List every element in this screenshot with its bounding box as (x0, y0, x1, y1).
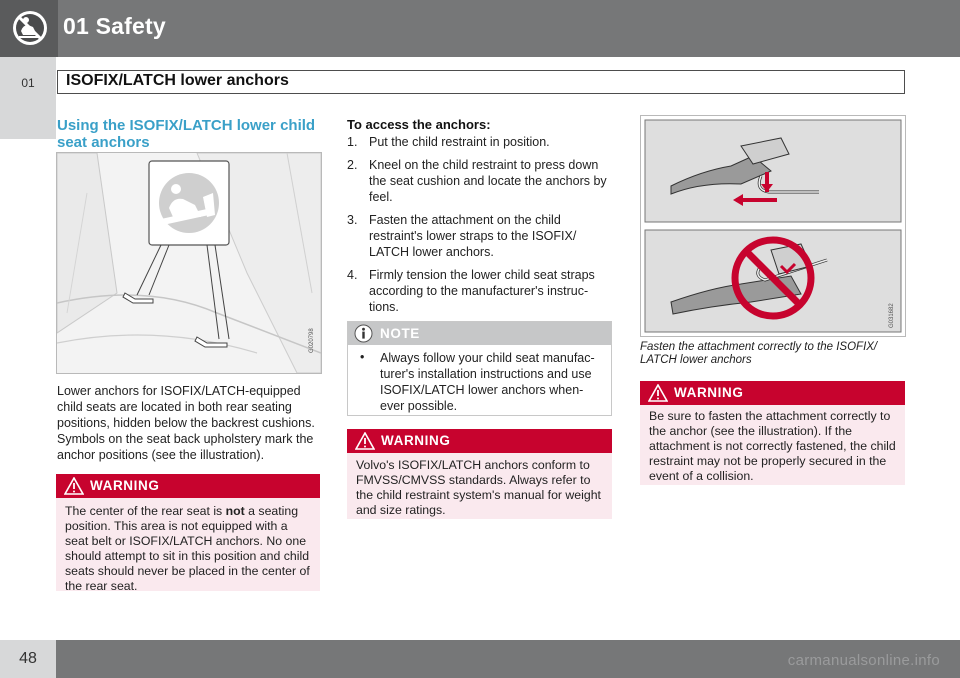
warning-triangle-icon (648, 384, 668, 402)
header-icon-cell (0, 0, 58, 57)
column1-warning-text-after: a seating position. This area is not equipped with a seat belt or ISOFIX/LATCH anchors. No one should attempt to sit in this position and child seats should never be placed in the center of the rear seat. (65, 504, 310, 593)
step-number: 4. (347, 268, 358, 282)
step-number: 1. (347, 135, 358, 149)
page-number: 48 (19, 650, 37, 667)
step-item (347, 212, 617, 260)
column3-warning-header (640, 381, 905, 405)
step-text: Fasten the attachment on the child restraint's lower straps to the ISOFIX/ LATCH lower anchors. (369, 213, 577, 259)
chapter-tab-number: 01 (21, 76, 35, 90)
watermark: carmanualsonline.info (787, 652, 940, 669)
info-icon (354, 324, 373, 343)
column1-warning-box (56, 474, 320, 591)
column1-paragraph: Lower anchors for ISOFIX/LATCH-equipped child seats are located in both rear seating positions, hidden below the backrest cushions. Symbols on the seat back upholstery mark the anchor positions (see the illustration). (57, 384, 315, 462)
note-bullet: • (360, 350, 365, 364)
column1-heading: Using the ISOFIX/LATCH lower child seat anchors (57, 117, 316, 151)
column1-warning-text (65, 504, 311, 594)
step-item (347, 157, 617, 205)
figure1-code: G020798 (309, 328, 315, 353)
column3-warning-label: WARNING (674, 385, 744, 400)
note-text: Always follow your child seat manufac- turer's installation instructions and use ISOFIX/LATCH lower anchors when- ever possible. (380, 351, 595, 413)
access-steps-list (347, 134, 617, 322)
step-item (347, 134, 617, 150)
step-item (347, 267, 617, 315)
column1-warning-text-before: The center of the rear seat is (65, 504, 226, 518)
column1-warning-label: WARNING (90, 478, 160, 493)
step-text: Firmly tension the lower child seat straps according to the manufacturer's instruc- tions. (369, 268, 595, 314)
column2-warning-box (347, 429, 612, 519)
attachment-drawing (641, 116, 905, 336)
column3-warning-box (640, 381, 905, 485)
column1-warning-text-bold: not (225, 504, 245, 518)
warning-triangle-icon (64, 477, 84, 495)
seat-anchor-illustration (56, 152, 322, 374)
attachment-illustration (640, 115, 906, 337)
seat-anchor-drawing (57, 153, 321, 373)
figure2-caption: Fasten the attachment correctly to the ISOFIX/ LATCH lower anchors (640, 341, 878, 366)
step-text: Put the child restraint in position. (369, 135, 550, 149)
section-title: ISOFIX/LATCH lower anchors (66, 72, 289, 89)
note-header (348, 322, 611, 345)
column2-warning-label: WARNING (381, 433, 451, 448)
step-text: Kneel on the child restraint to press down the seat cushion and locate the anchors by feel. (369, 158, 607, 204)
step-number: 2. (347, 158, 358, 172)
column3-warning-text: Be sure to fasten the attachment correctly to the anchor (see the illustration). If the attachment is not correctly fastened, the child restraint may not be properly secured in the event of a collision. (649, 409, 896, 483)
column2-warning-text: Volvo's ISOFIX/LATCH anchors conform to FMVSS/CMVSS standards. Always refer to the child restraint system's manual for weight and size ratings. (356, 458, 601, 517)
note-box (347, 321, 612, 416)
column2-heading: To access the anchors: (347, 117, 491, 132)
column2-warning-header (347, 429, 612, 453)
step-number: 3. (347, 213, 358, 227)
column1-warning-header (56, 474, 320, 498)
warning-triangle-icon (355, 432, 375, 450)
chapter-tab (0, 57, 56, 139)
figure2-code: G031682 (889, 303, 895, 328)
note-label: NOTE (380, 326, 420, 341)
chapter-title: 01 Safety (63, 13, 166, 39)
no-child-seat-icon (11, 9, 49, 47)
